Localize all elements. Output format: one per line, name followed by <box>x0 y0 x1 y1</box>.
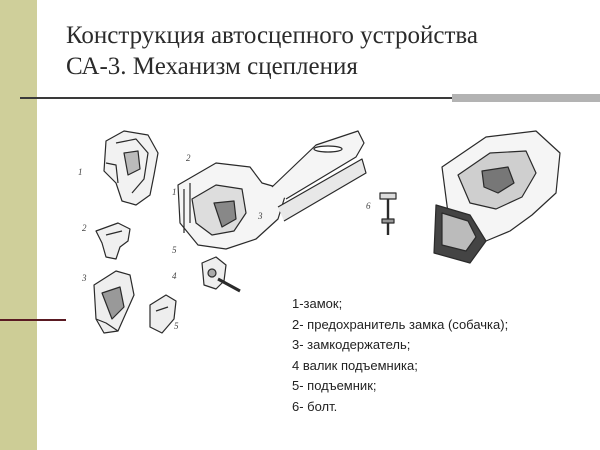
legend-item: 6- болт. <box>292 398 338 414</box>
slide-title-line-2: СА-3. Механизм сцепления <box>66 53 358 80</box>
part-lifter-drawing <box>150 295 176 333</box>
label-4: 4 <box>172 271 177 281</box>
part-lock-drawing <box>104 131 158 205</box>
label-3a: 3 <box>258 211 263 221</box>
part-bolt-drawing <box>380 193 396 235</box>
part-lock-holder-drawing <box>94 271 134 333</box>
legend-item: 2- предохранитель замка (собачка); <box>292 316 509 332</box>
legend-item: 3- замкодержатель; <box>292 337 411 353</box>
slide-title <box>66 20 586 82</box>
legend-item: 5- подъемник; <box>292 378 377 394</box>
legend-item: 1-замок; <box>292 296 343 311</box>
label-1a: 1 <box>78 167 83 177</box>
parts-legend <box>292 294 592 418</box>
left-accent-rule <box>0 319 66 321</box>
left-decor-band-lower <box>0 322 37 450</box>
coupler-body-drawing <box>178 131 366 249</box>
part-safety-drawing <box>96 223 130 259</box>
label-5a: 5 <box>172 245 177 255</box>
coupler-head-drawing <box>434 131 560 263</box>
legend-item: 4 валик подъемника; <box>292 357 418 373</box>
part-lifter-shaft-drawing <box>202 257 240 291</box>
label-1b: 1 <box>172 187 177 197</box>
title-accent-bar <box>452 94 600 102</box>
slide-title-line-1: Конструкция автосцепного устройства <box>66 22 478 49</box>
label-3b: 3 <box>82 273 87 283</box>
label-2a: 2 <box>186 153 191 163</box>
label-2b: 2 <box>82 223 87 233</box>
label-6: 6 <box>366 201 371 211</box>
label-5b: 5 <box>174 321 179 331</box>
